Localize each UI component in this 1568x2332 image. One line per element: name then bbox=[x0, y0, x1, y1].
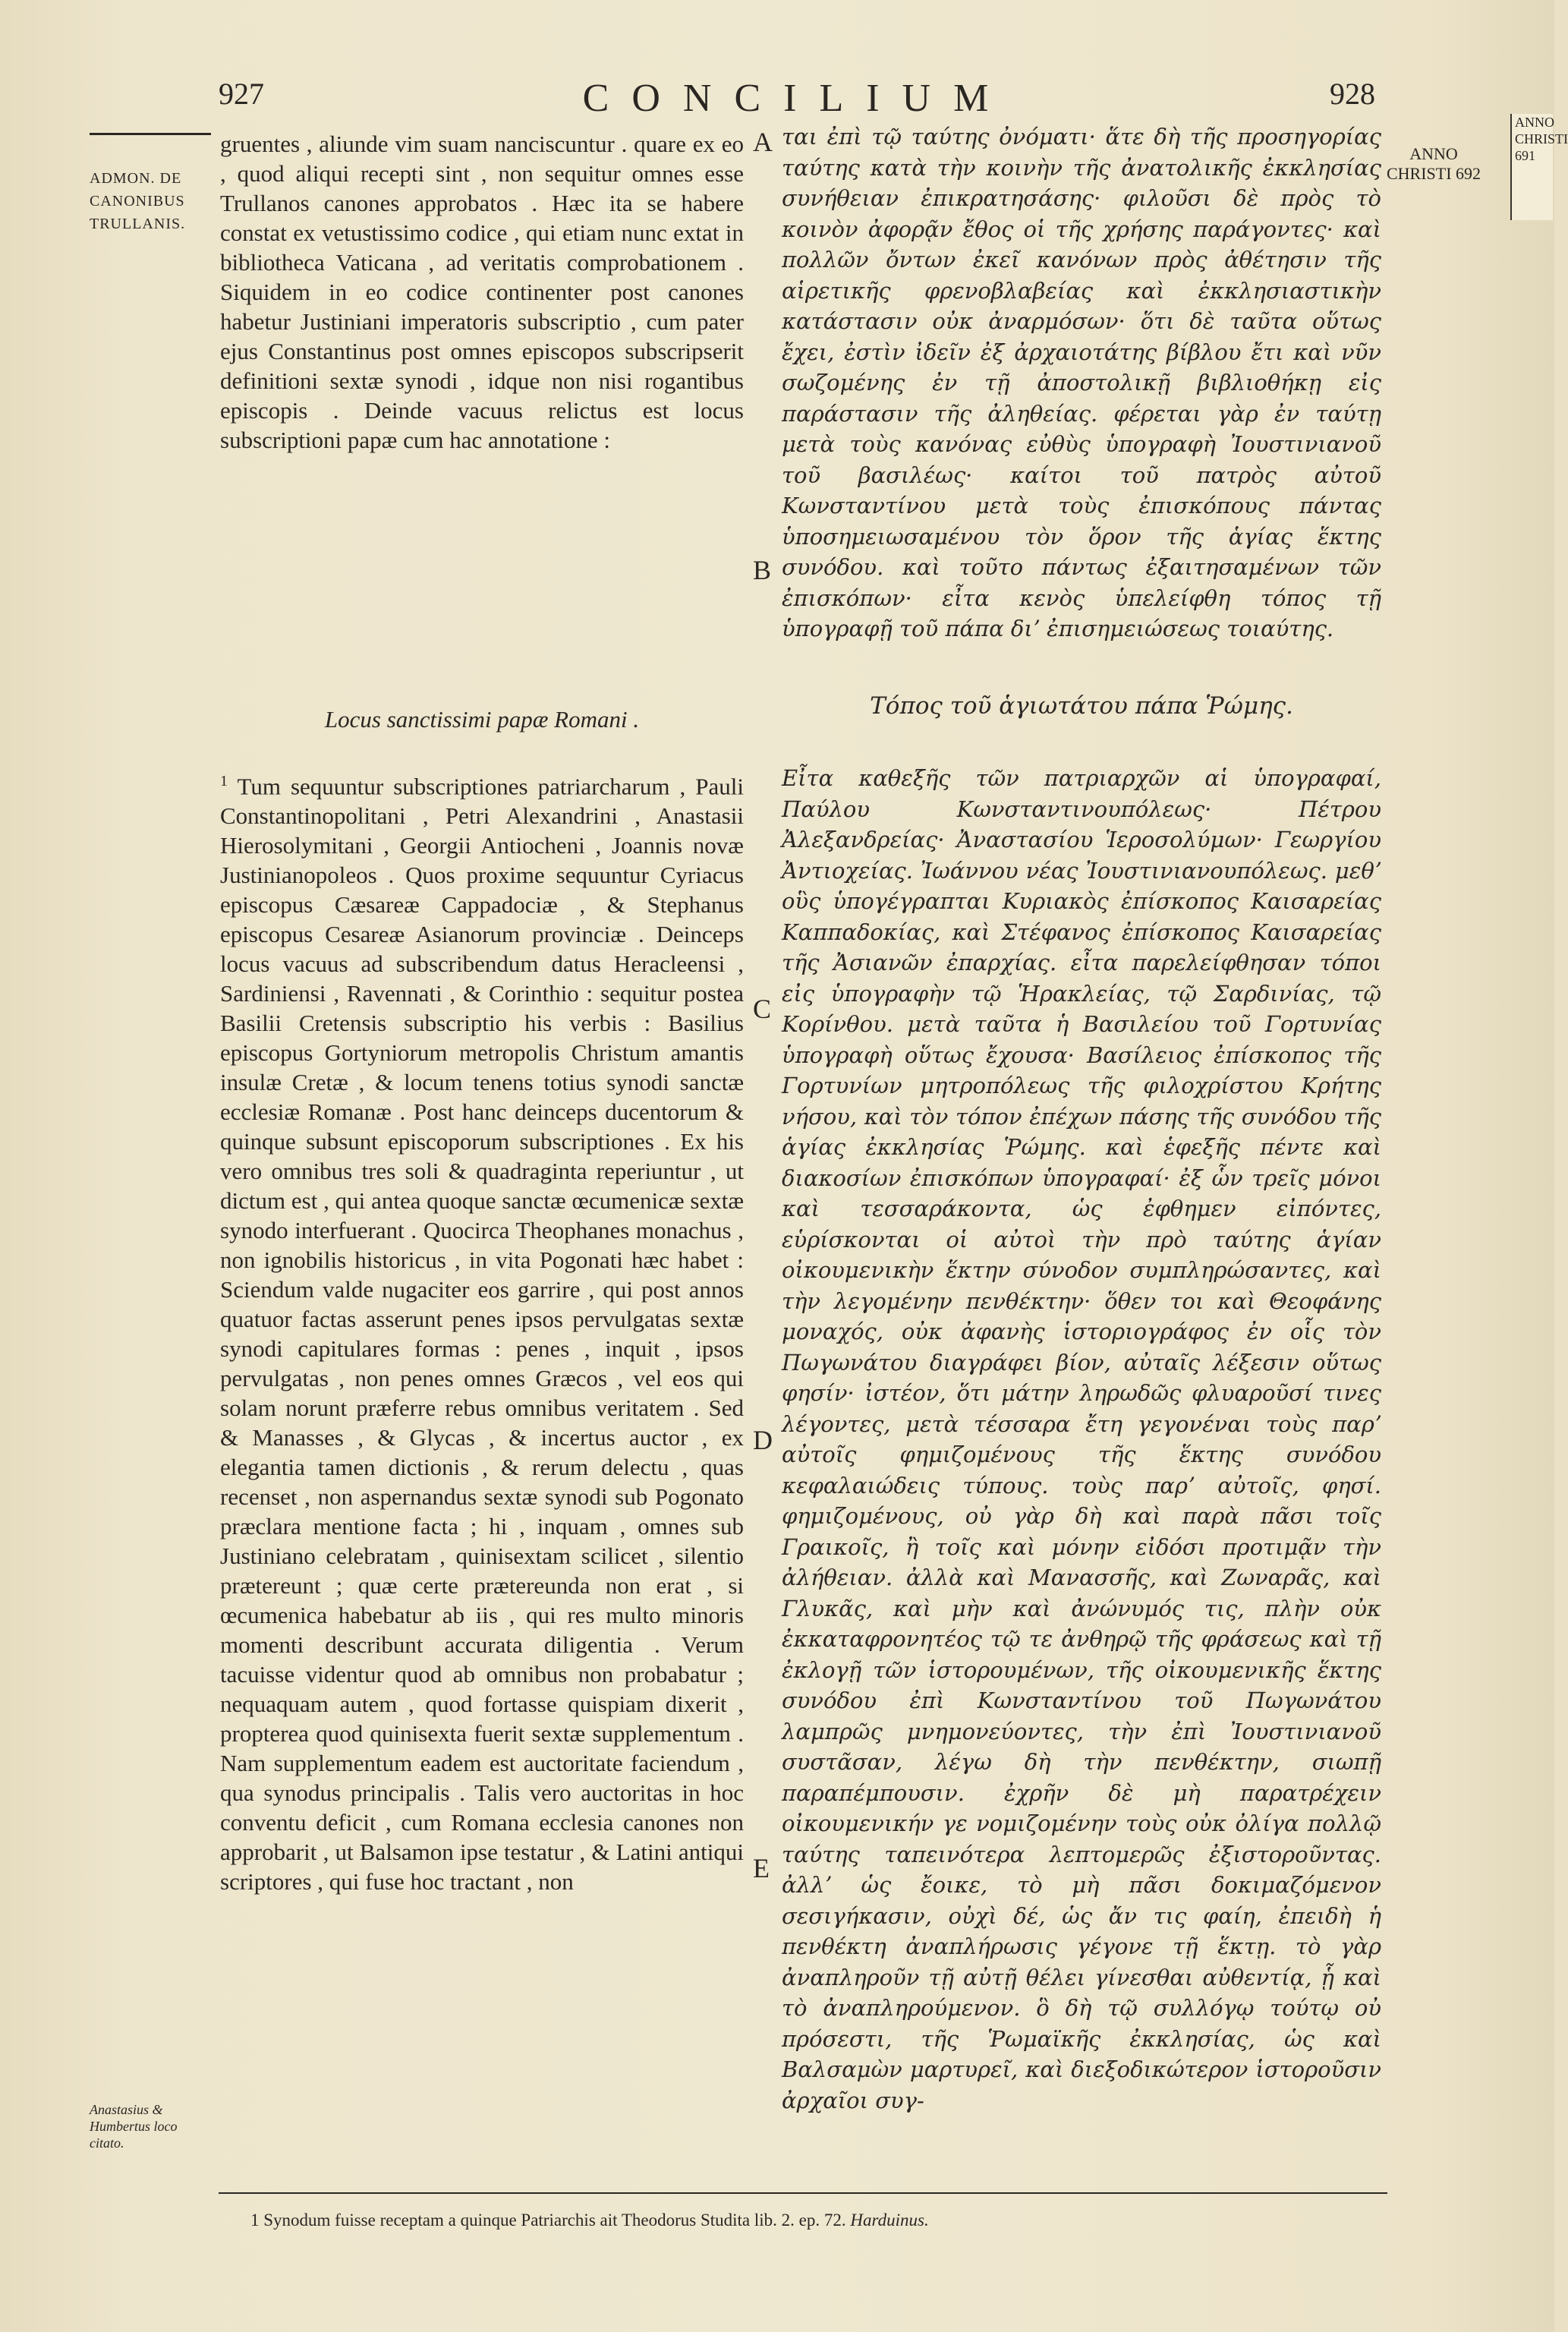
latin-paragraph-top: gruentes , aliunde vim suam nanciscuntur . quare ex eo , quod aliqui recepti sint , non sequitur omnes esse Trullanos canones approbatos . Hæc ita se habere constat ex vetustissimo codice , qui etiam nunc extat in bibliotheca Vaticana , ad veritatis comprobationem . Siquidem in eo codice continenter post canones habetur Justiniani imperatoris subscriptio , cum pater ejus Constantinus post omnes episcopos subscripserit definitioni sextæ synodi , idque non nisi rogantibus episcopis . Deinde vacuus relictus est locus subscriptioni papæ cum hac annotatione : bbox=[220, 131, 744, 453]
latin-section-title: Locus sanctissimi papæ Romani . bbox=[324, 706, 640, 733]
section-letter-e: E bbox=[753, 1853, 770, 1883]
margin-dash-rule bbox=[90, 133, 211, 135]
page-number-left: 927 bbox=[219, 77, 264, 111]
footnote-reference: 1 bbox=[220, 773, 228, 789]
footnote-rule bbox=[219, 2192, 1387, 2194]
footnote bbox=[250, 2209, 1389, 2232]
greek-section-title: Τόπος τοῦ ἁγιωτάτου πάπα Ῥώμης. bbox=[870, 692, 1293, 720]
section-letter-b: B bbox=[753, 555, 772, 585]
margin-note-sources: Anastasius & Humbertus loco citato. bbox=[90, 2102, 178, 2151]
latin-paragraph-bottom bbox=[220, 767, 744, 1896]
footnote-text: Synodum fuisse receptam a quinque Patriarchis ait Theodorus Studita lib. 2. ep. 72. bbox=[263, 2211, 846, 2230]
greek-paragraph-bottom: Εἶτα καθεξῆς τῶν πατριαρχῶν αἱ ὑπογραφαί, Παύλου Κωνσταντινουπόλεως· Πέτρου Ἀλεξανδρείας· Ἀναστασίου Ἱεροσολύμων· Γεωργίου Ἀντιοχείας. Ἰωάννου νέας Ἰουστινιανουπόλεως. μεθʼ οὓς ὑπογέγραπται Κυριακὸς ἐπίσκοπος Καισαρείας Καππαδοκίας, καὶ Στέφανος ἐπίσκοπος Καισαρείας τῆς Ἀσιανῶν ἐπαρχίας. εἶτα παρελείφθησαν τόποι εἰς ὑπογραφὴν τῷ Ἡρακλείας, τῷ Σαρδινίας, τῷ Κορίνθου. μετὰ ταῦτα ἡ Βασιλείου τοῦ Γορτυνίας ὑπογραφὴ οὕτως ἔχουσα· Βασίλειος ἐπίσκοπος τῆς Γορτυνίων μητροπόλεως τῆς φιλοχρίστου Κρήτης νήσου, καὶ τὸν τόπον ἐπέχων πάσης τῆς συνόδου τῆς ἁγίας ἐκκλησίας Ῥώμης. καὶ ἑφεξῆς πέντε καὶ διακοσίων ἐπισκόπων ὑπογραφαί· ἐξ ὧν τρεῖς μόνοι καὶ τεσσαράκοντα, ὡς ἐφθημεν εἰπόντες, εὑρίσκονται οἱ αὐτοὶ τὴν πρὸ ταύτης ἁγίαν οἰκουμενικὴν ἕκτην σύνοδον συμπληρώσαντες, καὶ τὴν λεγομένην πενθέκτην· ὅθεν τοι καὶ Θεοφάνης μοναχός, οὐκ ἀφανὴς ἱστοριογράφος ἐν οἷς τὸν Πωγωνάτου διαγράφει βίον, αὐταῖς λέξεσιν οὕτως φησίν· ἰστέον, ὅτι μάτην ληρωδῶς φλυαροῦσί τινες λέγοντες, μετὰ τέσσαρα ἔτη γεγονέναι τοὺς παρʼ αὐτοῖς φημιζομένους τῆς ἕκτης συνόδου κεφαλαιώδεις τύπους. τοὺς παρʼ αὐτοῖς, φησί. φημιζομένους, οὐ γὰρ δὴ καὶ παρὰ πᾶσι τοῖς Γραικοῖς, ἢ τοῖς καὶ μόνην εἰδόσι προτιμᾷν τὴν ἀλήθειαν. ἀλλὰ καὶ Μανασσῆς, καὶ Ζωναρᾶς, καὶ Γλυκᾶς, καὶ μὴν καὶ ἀνώνυμός τις, πλὴν οὐκ ἐκκαταφρονητέος τῷ τε ἀνθηρῷ τῆς φράσεως καὶ τῇ ἐκλογῇ τῶν ἱστορουμένων, τῆς οἰκουμενικῆς ἕκτης συνόδου ἐπὶ Κωνσταντίνου τοῦ Πωγωνάτου λαμπρῶς μνημονεύοντες, τὴν ἐπὶ Ἰουστινιανοῦ συστᾶσαν, λέγω δὴ τὴν πενθέκτην, σιωπῇ παραπέμπουσιν. ἐχρῆν δὲ μὴ παρατρέχειν οἰκουμενικήν γε νομιζομένην τοὺς οὐκ ὀλίγα πολλῷ ταύτης ταπεινότερα λεπτομερῶς ἐξιστοροῦντας. ἀλλʼ ὡς ἔοικε, τὸ μὴ πᾶσι δοκιμαζόμενον σεσιγήκασιν, οὐχὶ δέ, ὡς ἄν τις φαίη, ἐπειδὴ ἡ πενθέκτη ἀναπλήρωσις γέγονε τῇ ἕκτῃ. τὸ γὰρ ἀναπληροῦν τῇ αὐτῇ θέλει γίνεσθαι αὐθεντίᾳ, ᾗ καὶ τὸ ἀναπληρούμενον. ὃ δὴ τῷ συλλόγῳ τούτῳ οὐ πρόσεστι, τῆς Ῥωμαϊκῆς ἐκκλησίας, ὡς καὶ Βαλσαμὼν μαρτυρεῖ, καὶ διεξοδικώτερον ἱστοροῦσιν ἀρχαῖοι συγ- bbox=[782, 765, 1381, 2113]
latin-paragraph-bottom-text: Tum sequuntur subscriptiones patriarcharum , Pauli Constantinopolitani , Petri Alexandrini , Anastasii Hierosolymitani , Georgii Antiocheni , Joannis novæ Justinianopoleos . Quos proxime sequuntur Cyriacus episcopus Cæsareæ Cappadociæ , & Stephanus episcopus Cesareæ Asianorum provinciæ . Deinceps locus vacuus ad subscribendum datus Heracleensi , Sardiniensi , Ravennati , & Corinthio : sequitur postea Basilii Cretensis subscriptio his verbis : Basilius episcopus Gortyniorum metropolis Christum amantis insulæ Cretæ , & locum tenens totius synodi sanctæ ecclesiæ Romanæ . Post hanc deinceps ducentorum & quinque subsunt episcoporum subscriptiones . Ex his vero omnibus tres soli & quadraginta reperiuntur , ut dictum est , qui antea quoque sanctæ œcumenicæ sextæ synodo interfuerant . Quocirca Theophanes monachus , non ignobilis historicus , in vita Pogonati hæc habet : Sciendum valde nugaciter eos garrire , qui post annos quatuor factas asserunt penes ipsos pervulgatas sextæ synodi capitulares formas : penes , inquit , ipsos pervulgatas , non penes omnes Græcos , vel eos qui solam norunt præferre rebus omnibus veritatem . Sed & Manasses , & Glycas , & incertus auctor , ex elegantia tamen dictionis , & rerum delectu , quas recenset , non aspernandus sextæ synodi sub Pogonato præclara mentione facta ; hi , inquam , omnes sub Justiniano celebratam , quinisextam scilicet , silentio prætereunt ; quæ certe prætereunda non erat , si œcumenica habebatur ab iis , qui res multo minoris momenti describunt accurata diligentia . Verum tacuisse videntur quod ab omnibus non probabatur ; nequaquam autem , quod fortasse quispiam dixerit , propterea quod quinisexta fuerit sextæ supplementum . Nam supplementum eadem est auctoritate faciendum , qua synodus principalis . Talis vero auctoritas in hoc conventu deficit , cum Romana ecclesia canones non approbarit , ut Balsamon ipse testatur , & Latini antiqui scriptores , qui fuse hoc tractant , non bbox=[220, 773, 744, 1896]
running-title: CONCILIUM bbox=[582, 77, 1012, 120]
margin-note-admonitio: ADMON. DE CANONIBUS TRULLANIS. bbox=[90, 170, 186, 232]
section-letter-c: C bbox=[753, 994, 772, 1024]
section-letter-d: D bbox=[753, 1425, 773, 1455]
anno-christi-adjacent-page: ANNO CHRISTI 691 bbox=[1510, 114, 1553, 220]
greek-paragraph-top: ται ἐπὶ τῷ ταύτης ὀνόματι· ἅτε δὴ τῆς προσηγορίας ταύτης κατὰ τὴν κοινὴν τῆς ἀνατολικῆς ἐκκλησίας συνήθειαν ἐπικρατησάσης· φιλοῦσι δὲ πρὸς τὸ κοινὸν ἀφορᾷν ἔθος οἱ τῆς χρήσης παράγοντες· καὶ πολλῶν ὄντων ἐκεῖ κανόνων πρὸς ἀθέτησιν τῆς αἱρετικῆς φρενοβλαβείας καὶ ἐκκλησιαστικὴν κατάστασιν οὐκ ἀναρμόσων· ὅτι δὲ ταῦτα οὕτως ἔχει, ἐστὶν ἰδεῖν ἐξ ἀρχαιοτάτης βίβλου ἔτι καὶ νῦν σωζομένης ἐν τῇ ἀποστολικῇ βιβλιοθήκῃ εἰς παράστασιν τῆς ἀληθείας. φέρεται γὰρ ἐν ταύτῃ μετὰ τοὺς κανόνας εὐθὺς ὑπογραφὴ Ἰουστινιανοῦ τοῦ βασιλέως· καίτοι τοῦ πατρὸς αὐτοῦ Κωνσταντίνου μετὰ τοὺς ἐπισκόπους πάντας ὑποσημειωσαμένου τὸν ὅρον τῆς ἁγίας ἕκτης συνόδου. καὶ τοῦτο πάντως ἐξαιτησαμένων τῶν ἐπισκόπων· εἶτα κενὸς ὑπελείφθη τόπος τῇ ὑπογραφῇ τοῦ πάπα διʼ ἐπισημειώσεως τοιαύτης. bbox=[782, 124, 1381, 641]
section-letter-a: A bbox=[753, 127, 773, 157]
footnote-marker: 1 bbox=[250, 2211, 260, 2230]
anno-christi-label: ANNO CHRISTI 692 bbox=[1386, 144, 1481, 183]
page-number-right: 928 bbox=[1330, 77, 1375, 111]
footnote-attribution: Harduinus. bbox=[850, 2211, 929, 2230]
